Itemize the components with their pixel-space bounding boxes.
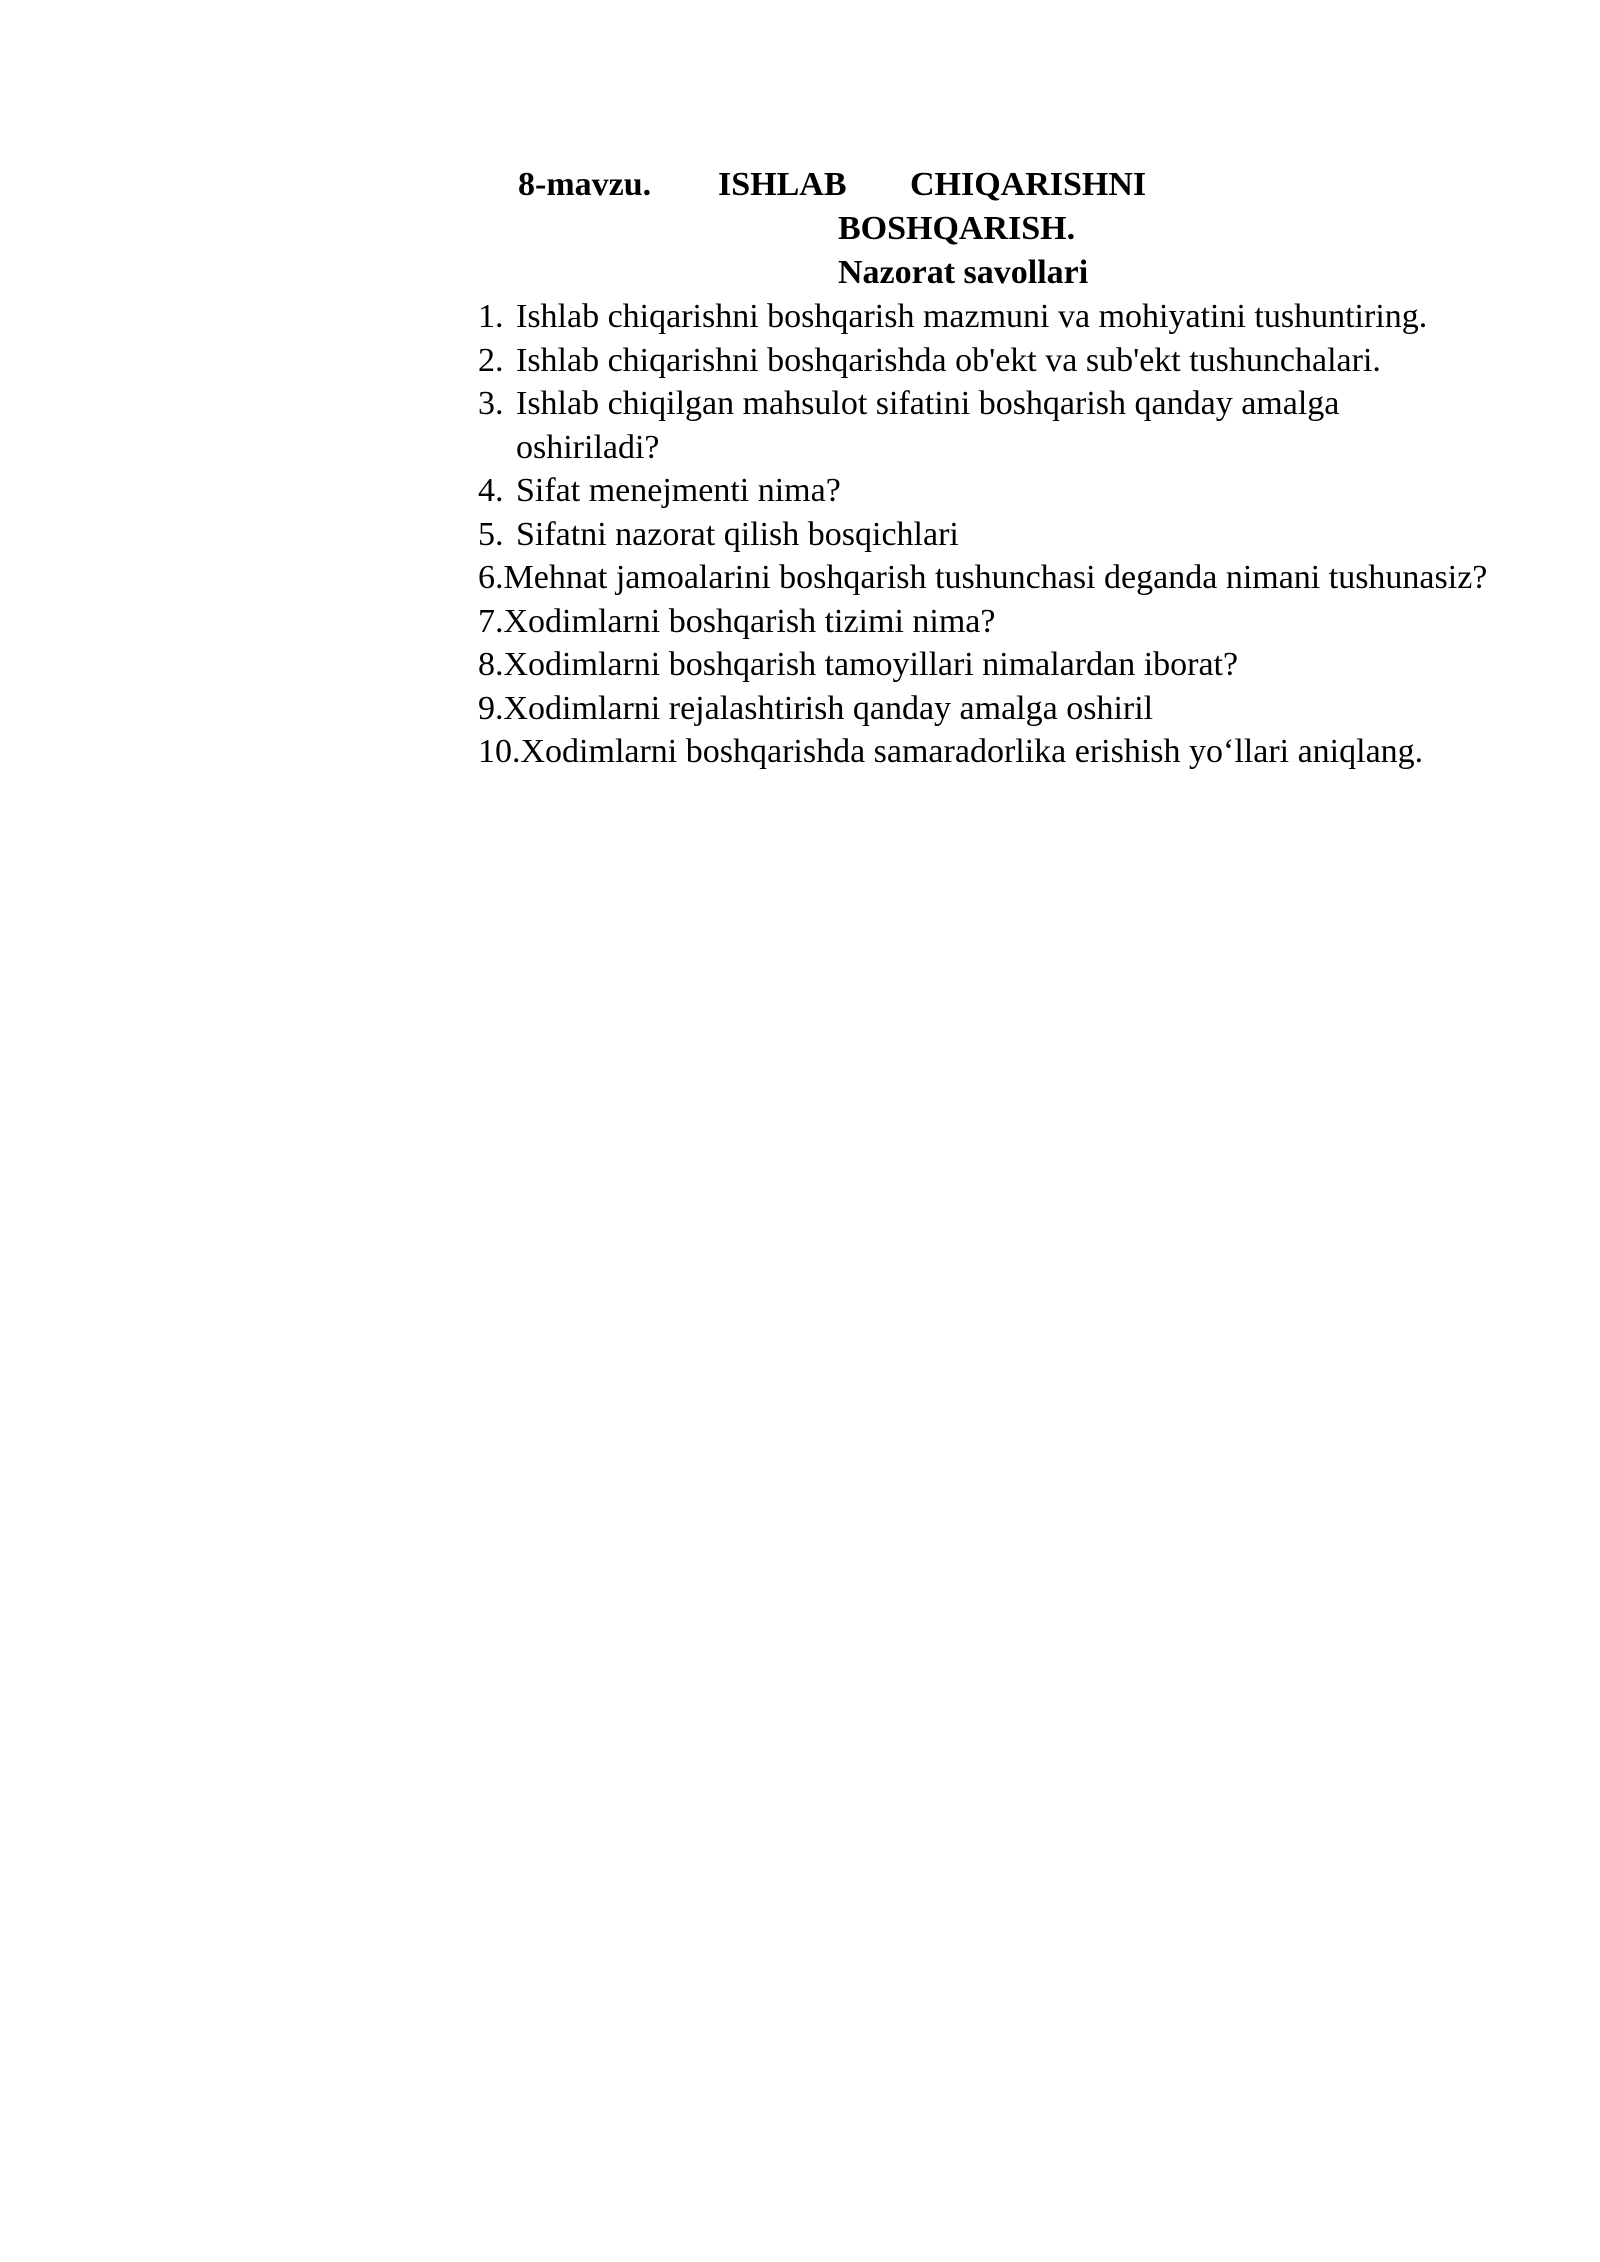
question-9: 9.Xodimlarni rejalashtirish qanday amalga oshiril: [478, 689, 1154, 727]
question-10: 10.Xodimlarni boshqarishda samaradorlika erishish yo‘llari aniqlang.: [478, 733, 1424, 770]
question-number: 1.: [478, 298, 504, 335]
title-word-ishlab: ISHLAB: [718, 166, 847, 203]
question-7: 7.Xodimlarni boshqarish tizimi nima?: [478, 602, 996, 640]
question-number: 5.: [478, 515, 504, 553]
question-3: [478, 382, 1488, 469]
title-word-chiqarishni: CHIQARISHNI: [910, 166, 1147, 203]
question-number: 3.: [478, 385, 504, 422]
question-text: Ishlab chiqarishni boshqarishda ob'ekt va sub'ekt tushunchalari.: [516, 341, 1381, 379]
question-4: [478, 469, 1488, 513]
questions-list: [478, 295, 1488, 774]
question-2: [478, 339, 1488, 383]
question-text: Sifat menejmenti nima?: [516, 472, 841, 509]
question-6: 6.Mehnat jamoalarini boshqarish tushunchasi deganda nimani tushunasiz?: [478, 559, 1488, 596]
question-text: Ishlab chiqarishni boshqarish mazmuni va mohiyatini tushuntiring.: [516, 298, 1428, 335]
title-word-boshqarish: BOSHQARISH.: [838, 210, 1076, 247]
section-title: Nazorat savollari: [838, 254, 1089, 291]
question-text: Sifatni nazorat qilish bosqichlari: [516, 515, 959, 553]
topic-number: 8-mavzu.: [518, 166, 652, 203]
question-1: [478, 295, 1488, 339]
question-5: [478, 513, 1488, 557]
question-number: 4.: [478, 472, 504, 509]
question-text: Ishlab chiqilgan mahsulot sifatini boshqarish qanday amalga oshiriladi?: [516, 385, 1340, 466]
question-number: 2.: [478, 341, 504, 379]
question-8: 8.Xodimlarni boshqarish tamoyillari nimalardan iborat?: [478, 646, 1239, 683]
